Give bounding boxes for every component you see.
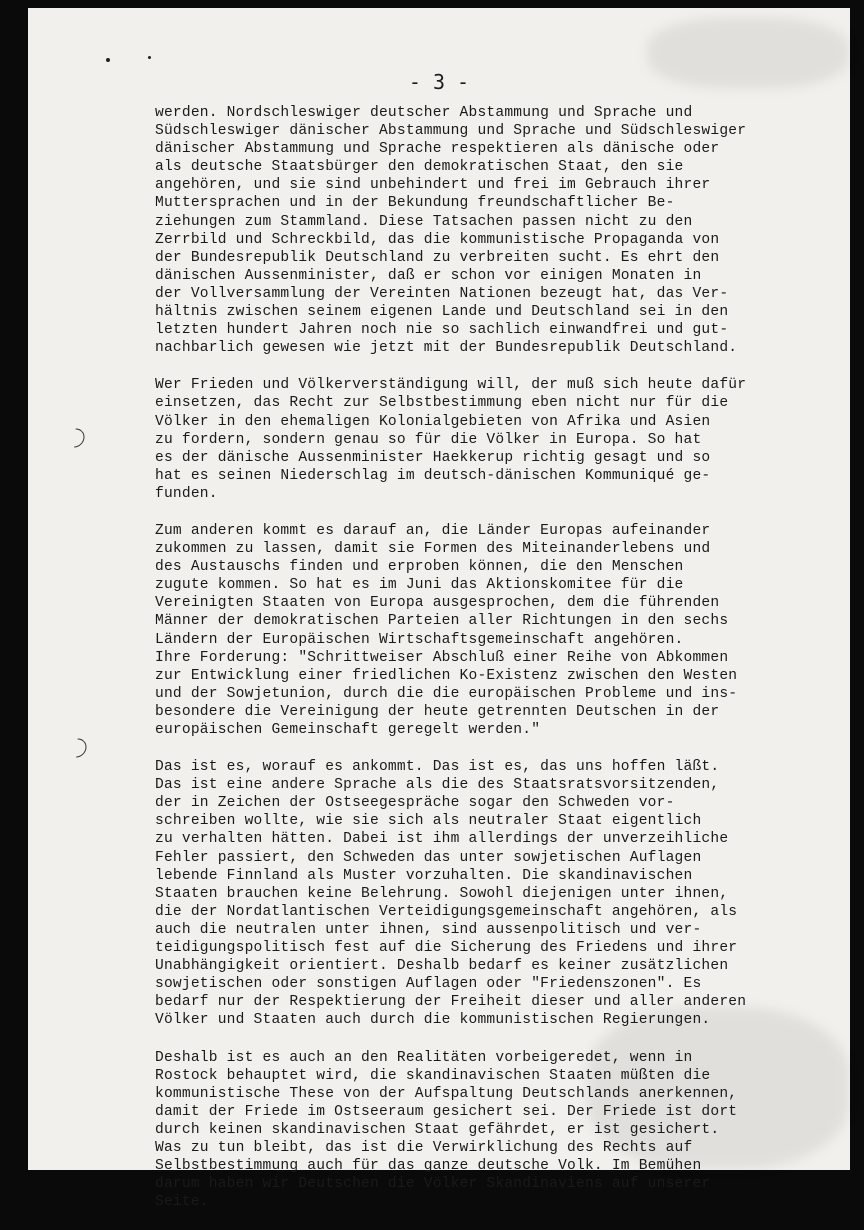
text-line: der Vollversammlung der Vereinten Nationen bezeugt hat, das Ver- xyxy=(155,285,729,302)
text-line: werden. Nordschleswiger deutscher Abstammung und Sprache und xyxy=(155,105,693,121)
text-line: Männer der demokratischen Parteien aller Richtungen in den sechs xyxy=(155,613,729,630)
paragraph-2 xyxy=(155,376,835,503)
text-line: durch keinen skandinavischen Staat gefährdet, er ist gesichert. xyxy=(155,1121,720,1138)
text-line: zukommen zu lassen, damit sie Formen des Miteinanderlebens und xyxy=(155,541,711,558)
punch-hole-mark xyxy=(62,425,89,452)
text-line: Fehler passiert, den Schweden das unter sowjetischen Auflagen xyxy=(155,849,702,866)
text-line: zur Entwicklung einer friedlichen Ko-Existenz zwischen den Westen xyxy=(155,667,738,684)
text-line: hältnis zwischen seinem eigenen Lande und Deutschland sei in den xyxy=(155,304,729,321)
text-line: funden. xyxy=(155,485,218,502)
text-line: Zum anderen kommt es darauf an, die Länder Europas aufeinander xyxy=(155,522,711,539)
text-line: einsetzen, das Recht zur Selbstbestimmung eben nicht nur für die xyxy=(155,395,729,412)
text-line: Ländern der Europäischen Wirtschaftsgemeinschaft angehören. xyxy=(155,631,684,648)
scan-speck xyxy=(106,58,110,62)
text-line: es der dänische Aussenminister Haekkerup richtig gesagt und so xyxy=(155,449,711,466)
text-line: Wer Frieden und Völkerverständigung will, der muß sich heute dafür xyxy=(155,377,747,394)
text-line: zu verhalten hätten. Dabei ist ihm allerdings der unverzeihliche xyxy=(155,831,729,848)
text-line: bedarf nur der Respektierung der Freiheit dieser und aller anderen xyxy=(155,994,747,1011)
text-line: Unabhängigkeit orientiert. Deshalb bedarf es keiner zusätzlichen xyxy=(155,958,729,975)
text-line: Was zu tun bleibt, das ist die Verwirklichung des Rechts auf xyxy=(155,1139,693,1156)
text-line: Das ist eine andere Sprache als die des Staatsratsvorsitzenden, xyxy=(155,777,720,794)
text-line: ziehungen zum Stammland. Diese Tatsachen passen nicht zu den xyxy=(155,213,693,230)
text-line: Südschleswiger dänischer Abstammung und Sprache und Südschleswiger xyxy=(155,123,747,140)
document-page xyxy=(28,8,850,1211)
text-line: damit der Friede im Ostseeraum gesichert sei. Der Friede ist dort xyxy=(155,1103,738,1120)
text-line: besondere die Vereinigung der heute getrennten Deutschen in der xyxy=(155,703,720,720)
text-line: als deutsche Staatsbürger den demokratischen Staat, den sie xyxy=(155,159,684,176)
text-line: Muttersprachen und in der Bekundung freundschaftlicher Be- xyxy=(155,195,675,212)
text-line: die der Nordatlantischen Verteidigungsgemeinschaft angehören, als xyxy=(155,903,738,920)
text-line: des Austauschs finden und erproben können, die den Menschen xyxy=(155,559,684,576)
text-line: Rostock behauptet wird, die skandinavischen Staaten müßten die xyxy=(155,1067,711,1084)
paragraph-5 xyxy=(155,1049,835,1212)
body-text xyxy=(155,104,835,1230)
text-line: hat es seinen Niederschlag im deutsch-dänischen Kommuniqué ge- xyxy=(155,467,711,484)
text-line: kommunistische These von der Aufspaltung Deutschlands anerkennen, xyxy=(155,1085,738,1102)
text-line: sowjetischen oder sonstigen Auflagen oder "Friedenszonen". Es xyxy=(155,976,702,993)
text-line: Völker in den ehemaligen Kolonialgebieten von Afrika und Asien xyxy=(155,413,711,430)
text-line: darum haben wir Deutschen die Völker Skandinaviens auf unserer xyxy=(155,1176,711,1193)
text-line: dänischen Aussenminister, daß er schon vor einigen Monaten in xyxy=(155,267,702,284)
text-line: der Bundesrepublik Deutschland zu verbreiten sucht. Es ehrt den xyxy=(155,249,720,266)
text-line: teidigungspolitisch fest auf die Sicherung des Friedens und ihrer xyxy=(155,940,738,957)
text-line: letzten hundert Jahren noch nie so sachlich einwandfrei und gut- xyxy=(155,322,729,339)
text-line: zugute kommen. So hat es im Juni das Aktionskomitee für die xyxy=(155,577,684,594)
text-line: lebende Finnland als Muster vorzuhalten. Die skandinavischen xyxy=(155,867,693,884)
text-line: auch die neutralen unter ihnen, sind aussenpolitisch und ver- xyxy=(155,921,702,938)
text-line: Staaten brauchen keine Belehrung. Sowohl diejenigen unter ihnen, xyxy=(155,885,729,902)
text-line: Deshalb ist es auch an den Realitäten vorbeigeredet, wenn in xyxy=(155,1049,693,1066)
text-line: Seite. xyxy=(155,1194,209,1211)
text-line: zu fordern, sondern genau so für die Völker in Europa. So hat xyxy=(155,431,702,448)
text-line: Vereinigten Staaten von Europa ausgesprochen, dem die führenden xyxy=(155,595,720,612)
text-line: und der Sowjetunion, durch die die europäischen Probleme und ins- xyxy=(155,685,738,702)
paragraph-4 xyxy=(155,758,835,1029)
text-line: Zerrbild und Schreckbild, das die kommunistische Propaganda von xyxy=(155,231,720,248)
scan-speck xyxy=(148,56,151,59)
text-line: Das ist es, worauf es ankommt. Das ist es, das uns hoffen läßt. xyxy=(155,759,720,776)
text-line: angehören, und sie sind unbehindert und frei im Gebrauch ihrer xyxy=(155,177,711,194)
text-line: der in Zeichen der Ostseegespräche sogar den Schweden vor- xyxy=(155,795,675,812)
text-line: europäischen Gemeinschaft geregelt werden." xyxy=(155,722,541,738)
punch-hole-mark xyxy=(64,735,91,762)
paragraph-3 xyxy=(155,522,835,739)
text-line: nachbarlich gewesen wie jetzt mit der Bundesrepublik Deutschland. xyxy=(155,340,738,357)
text-line: Ihre Forderung: "Schrittweiser Abschluß einer Reihe von Abkommen xyxy=(155,649,729,666)
text-line: schreiben wollte, wie sie sich als neutraler Staat eigentlich xyxy=(155,813,702,830)
text-line: Selbstbestimmung auch für das ganze deutsche Volk. Im Bemühen xyxy=(155,1158,702,1175)
text-line: dänischer Abstammung und Sprache respektieren als dänische oder xyxy=(155,141,720,158)
page-number: - 3 - xyxy=(408,70,470,94)
text-line: Völker und Staaten auch durch die kommunistischen Regierungen. xyxy=(155,1012,711,1029)
paragraph-1 xyxy=(155,104,835,357)
